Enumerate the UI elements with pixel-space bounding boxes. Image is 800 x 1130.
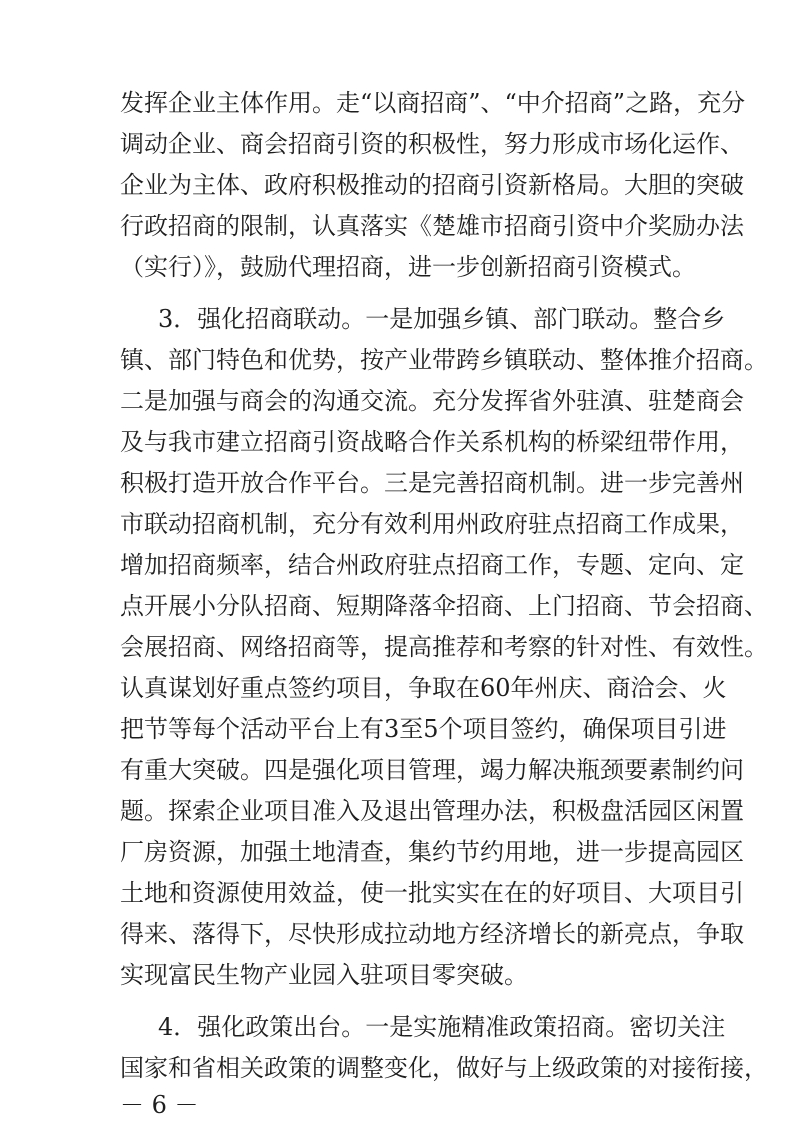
text-line: 增加招商频率，结合州政府驻点招商工作，专题、定向、定	[120, 551, 744, 579]
text-line: 4．强化政策出台。一是实施精准政策招商。密切关注	[158, 1013, 726, 1041]
text-line: （实行）》，鼓励代理招商，进一步创新招商引资模式。	[120, 253, 696, 281]
text-line: 行政招商的限制，认真落实《楚雄市招商引资中介奖励办法	[120, 212, 744, 240]
text-line: 有重大突破。四是强化项目管理，竭力解决瓶颈要素制约问	[120, 756, 744, 784]
page-number-text: － 6 －	[120, 1091, 199, 1119]
text-line: 把节等每个活动平台上有3至5个项目签约，确保项目引进	[120, 715, 727, 743]
text-line: 企业为主体、政府积极推动的招商引资新格局。大胆的突破	[120, 171, 744, 199]
text-line: 会展招商、网络招商等，提高推荐和考察的针对性、有效性。	[120, 633, 768, 661]
text-line: 调动企业、商会招商引资的积极性，努力形成市场化运作、	[120, 130, 744, 158]
text-line: 及与我市建立招商引资战略合作关系机构的桥梁纽带作用，	[120, 428, 744, 456]
text-line: 3．强化招商联动。一是加强乡镇、部门联动。整合乡	[158, 305, 726, 333]
text-line: 实现富民生物产业园入驻项目零突破。	[120, 961, 528, 989]
text-line: 镇、部门特色和优势，按产业带跨乡镇联动、整体推介招商。	[120, 346, 768, 374]
text-line: 二是加强与商会的沟通交流。充分发挥省外驻滇、驻楚商会	[120, 387, 744, 415]
text-line: 国家和省相关政策的调整变化，做好与上级政策的对接衔接，	[120, 1054, 768, 1082]
text-line: 得来、落得下，尽快形成拉动地方经济增长的新亮点，争取	[120, 920, 744, 948]
text-line: 市联动招商机制，充分有效利用州政府驻点招商工作成果，	[120, 510, 744, 538]
text-line: 认真谋划好重点签约项目，争取在60年州庆、商洽会、火	[120, 674, 727, 702]
text-line: 发挥企业主体作用。走“以商招商”、“中介招商”之路，充分	[120, 89, 746, 117]
text-line: 厂房资源，加强土地清查，集约节约用地，进一步提高园区	[120, 838, 744, 866]
text-line: 点开展小分队招商、短期降落伞招商、上门招商、节会招商、	[120, 592, 768, 620]
text-line: 题。探索企业项目准入及退出管理办法，积极盘活园区闲置	[120, 797, 744, 825]
text-line: 积极打造开放合作平台。三是完善招商机制。进一步完善州	[120, 469, 744, 497]
text-line: 土地和资源使用效益，使一批实实在在的好项目、大项目引	[120, 879, 744, 907]
